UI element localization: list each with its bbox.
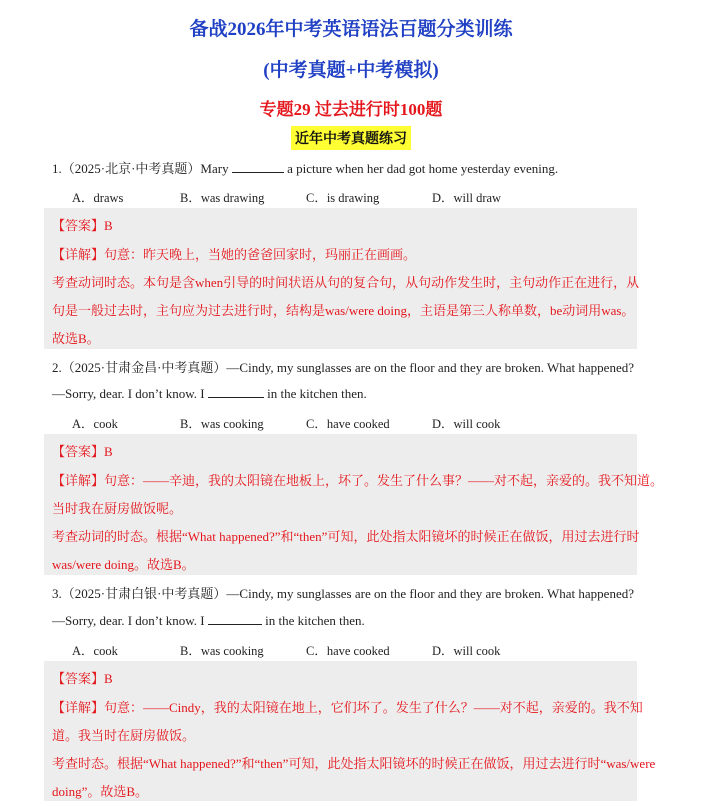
question-3-explain-2: 道。我当时在厨房做饭。	[52, 728, 196, 743]
question-3-explain-3: 考查时态。根据“What happened?”和“then”可知，此处指太阳镜坏的时候正在做饭，用过去进行时“was/were	[52, 756, 656, 771]
question-1-explain-4: 故选B。	[52, 331, 100, 346]
question-2-answer: 【答案】B	[52, 444, 113, 459]
question-3-explain-1: 【详解】句意：——Cindy，我的太阳镜在地上，它们坏了。发生了什么？——对不起，亲爱的。我不知	[52, 700, 643, 715]
question-3-option-b: B．was cooking	[180, 644, 264, 658]
question-2-explain-1: 【详解】句意：——辛迪，我的太阳镜在地板上，坏了。发生了什么事？——对不起，亲爱的。我不知道。	[52, 473, 664, 488]
document-subtitle-source: (中考真题+中考模拟)	[263, 60, 439, 81]
question-1-option-a: A．draws	[72, 191, 124, 205]
answer-blank	[232, 160, 284, 173]
question-2-option-d: D．will cook	[432, 417, 501, 431]
question-1-answer: 【答案】B	[52, 218, 113, 233]
question-2-option-b: B．was cooking	[180, 417, 264, 431]
question-1-option-d: D．will draw	[432, 191, 502, 205]
question-1-explain-1: 【详解】句意：昨天晚上，当她的爸爸回家时，玛丽正在画画。	[52, 247, 417, 262]
question-1-stem: 1.（2025·北京·中考真题）Mary a picture when her dad got home yesterday evening.	[52, 161, 559, 176]
question-2-option-a: A．cook	[72, 417, 118, 431]
topic-title: 专题29 过去进行时100题	[259, 100, 443, 119]
answer-blank	[208, 385, 264, 398]
question-3-stem-line-2: —Sorry, dear. I don’t know. I in the kitchen then.	[52, 613, 365, 628]
question-1-explain-3: 句是一般过去时，主句应为过去进行时，结构是was/were doing，主语是第三人称单数，be动词用was。	[52, 303, 635, 318]
question-3-option-d: D．will cook	[432, 644, 501, 658]
question-2-explain-2: 当时我在厨房做饭呢。	[52, 501, 183, 516]
question-1-option-b: B．was drawing	[180, 191, 265, 205]
question-3-stem-line-1: 3.（2025·甘肃白银·中考真题）—Cindy, my sunglasses are on the floor and they are broken. What happened?	[52, 586, 634, 601]
question-2-explain-3: 考查动词的时态。根据“What happened?”和“then”可知，此处指太阳镜坏的时候正在做饭，用过去进行时	[52, 529, 640, 544]
question-3-answer: 【答案】B	[52, 671, 113, 686]
question-1-option-c: C．is drawing	[306, 191, 380, 205]
answer-blank	[208, 612, 262, 625]
question-3-option-c: C．have cooked	[306, 644, 390, 658]
question-2-stem-line-1: 2.（2025·甘肃金昌·中考真题）—Cindy, my sunglasses are on the floor and they are broken. What happened?	[52, 360, 634, 375]
section-heading: 近年中考真题练习	[291, 126, 411, 150]
document-title: 备战2026年中考英语语法百题分类训练	[189, 19, 513, 40]
question-2-option-c: C．have cooked	[306, 417, 390, 431]
question-1-explain-2: 考查动词时态。本句是含when引导的时间状语从句的复合句，从句动作发生时，主句动作正在进行，从	[52, 275, 640, 290]
question-3-explain-4: doing”。故选B。	[52, 784, 149, 799]
question-2-stem-line-2: —Sorry, dear. I don’t know. I in the kitchen then.	[52, 386, 367, 401]
question-2-explain-4: was/were doing。故选B。	[52, 557, 195, 572]
question-3-option-a: A．cook	[72, 644, 118, 658]
